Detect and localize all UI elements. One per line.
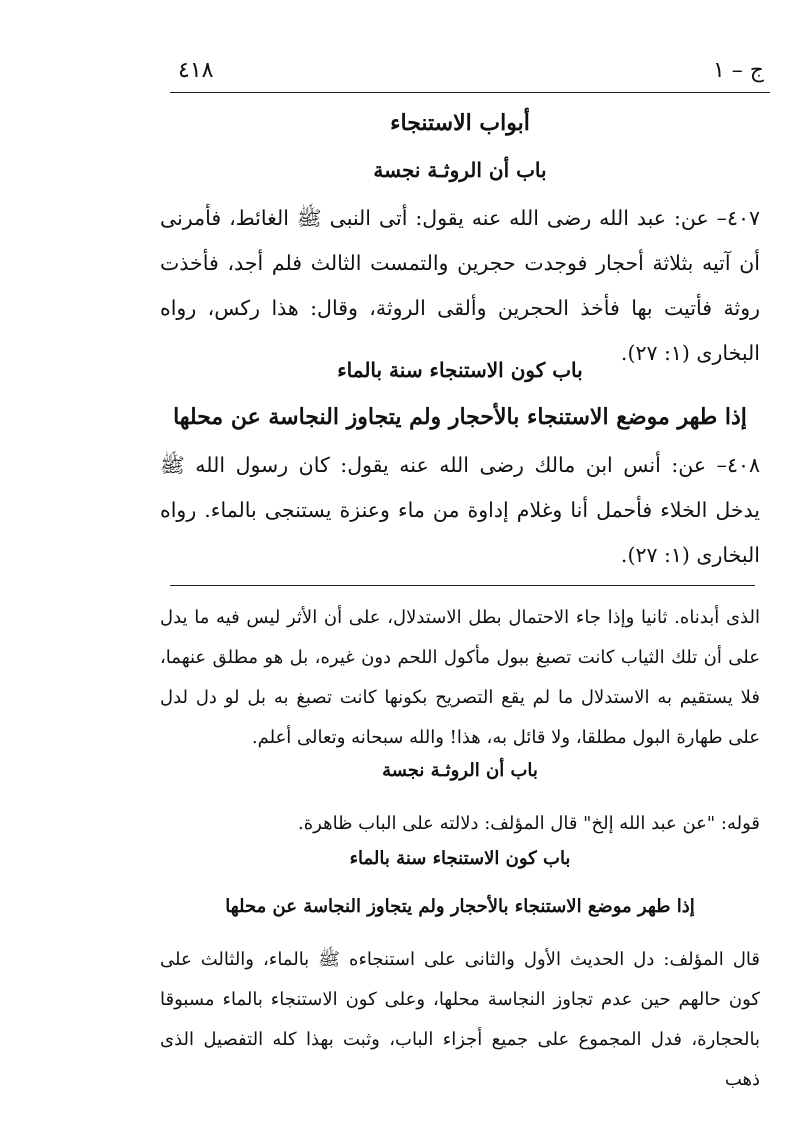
- sub-title: إذا طهر موضع الاستنجاء بالأحجار ولم يتجاوز النجاسة عن محلها: [173, 404, 747, 430]
- commentary-quote: قوله: "عن عبد الله إلخ" قال المؤلف: دلالته على الباب ظاهرة.: [298, 813, 760, 834]
- hadith-407-number: ٤٠٧– عن:: [673, 206, 760, 230]
- header-rule: [170, 92, 770, 93]
- bab1-title: باب أن الروثـة نجسة: [373, 158, 547, 182]
- hadith-408-text: أنس ابن مالك رضى الله عنه يقول: كان رسول الله ﷺ يدخل الخلاء فأحمل أنا وغلام إداوة من ماء وعنزة يستنجى بالماء. رواه البخارى (١: ٢٧).: [160, 453, 760, 567]
- bab2-title: باب كون الاستنجاء سنة بالماء: [337, 358, 583, 382]
- hadith-407-text: عبد الله رضى الله عنه يقول: أتى النبى ﷺ الغائط، فأمرنى أن آتيه بثلاثة أحجار فوجدت حجرين والتمست الثالث فلم أجد، فأخذت روثة فأتيت بها فأخذ الحجرين وألقى الروثة، وقال: هذا ركس، رواه البخارى (١: ٢٧).: [160, 206, 760, 365]
- hadith-407: [160, 196, 760, 376]
- hadith-408: [160, 443, 760, 578]
- commentary-paragraph-2: قال المؤلف: دل الحديث الأول والثانى على استنجاءه ﷺ بالماء، والثالث على كون حالهم حين عدم تجاوز النجاسة محلها، وعلى كون الاستنجاء بالماء مسبوقا بالحجارة، فدل المجموع على جميع أجزاء الباب، وثبت بهذا كله التفصيل الذى ذهب: [160, 949, 760, 1090]
- hadith-408-number: ٤٠٨– عن:: [671, 453, 760, 477]
- volume-label: ج – ١: [712, 58, 764, 83]
- commentary-paragraph-1: الذى أبدناه. ثانيا وإذا جاء الاحتمال بطل الاستدلال، على أن الأثر ليس فيه ما يدل على أن تلك الثياب كانت تصبغ ببول مأكول اللحم دون غيره، بل هو مطلق عنهما، فلا يستقيم به الاستدلال ما لم يقع التصريح بكونها كانت تصبغ به بل لو دل لدل على طهارة البول مطلقا، ولا قائل به، هذا! والله سبحانه وتعالى أعلم.: [160, 607, 760, 748]
- commentary-sub-title: إذا طهر موضع الاستنجاء بالأحجار ولم يتجاوز النجاسة عن محلها: [225, 896, 695, 917]
- commentary-bab2-title: باب كون الاستنجاء سنة بالماء: [349, 848, 571, 869]
- page-number: ٤١٨: [178, 58, 214, 83]
- page-header: [170, 58, 770, 90]
- chapter-title: أبواب الاستنجاء: [390, 110, 530, 136]
- footnote-rule: [170, 585, 755, 586]
- commentary-bab1-title: باب أن الروثـة نجسة: [382, 760, 538, 781]
